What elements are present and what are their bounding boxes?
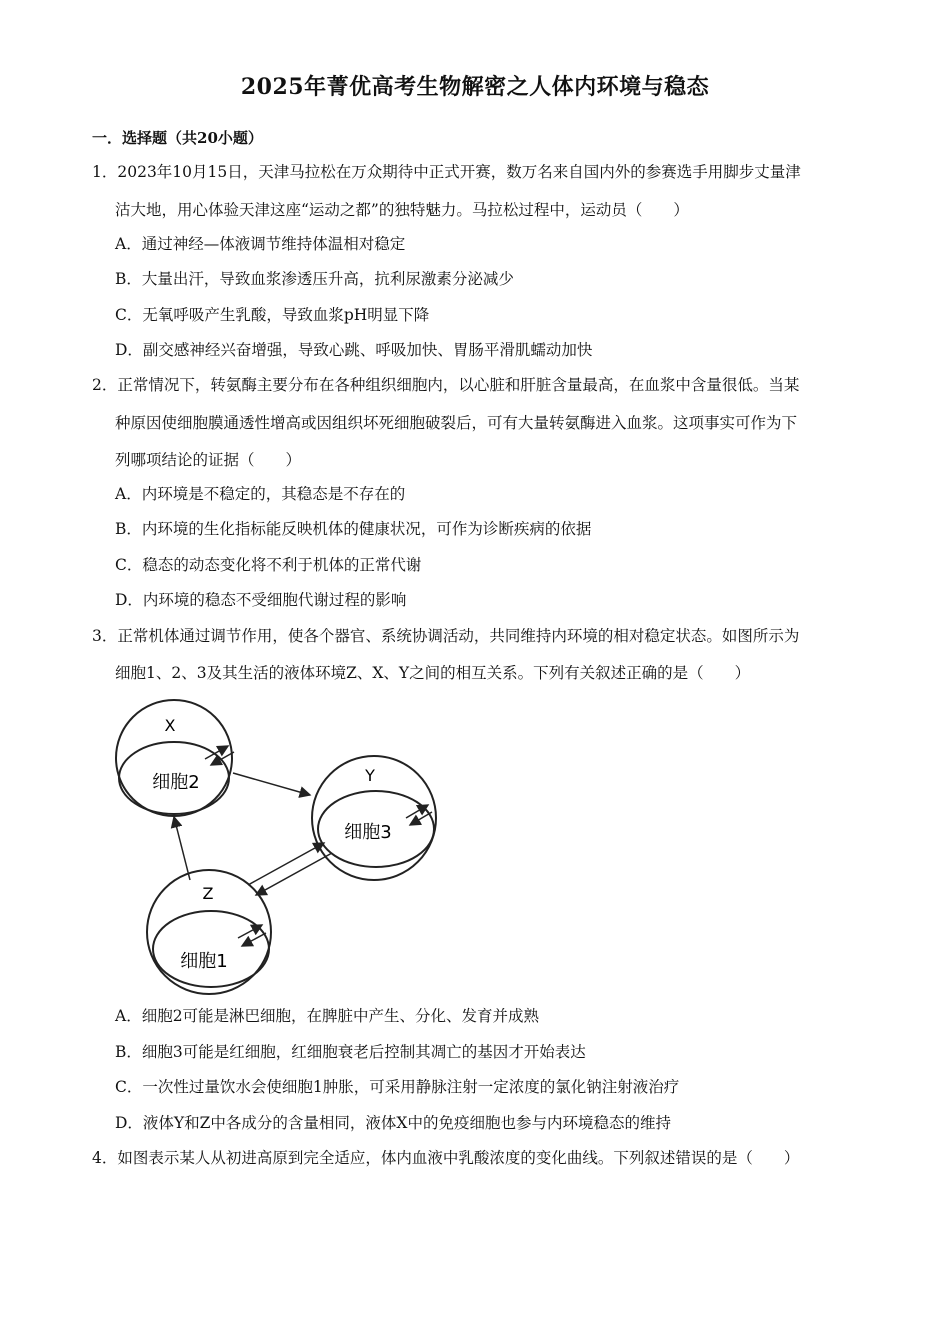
cell-3-label: 细胞3 [344, 822, 392, 843]
fluid-y-label: Y [365, 766, 375, 785]
fluid-z-group [147, 870, 271, 994]
question-2-option-c: C．稳态的动态变化将不利于机体的正常代谢 [115, 556, 422, 574]
question-2-line-2: 种原因使细胞膜通透性增高或因组织坏死细胞破裂后，可有大量转氨酶进入血浆。这项事实可作为下 [115, 414, 798, 432]
question-4-line-1: 4．如图表示某人从初进高原到完全适应，体内血液中乳酸浓度的变化曲线。下列叙述错误的是（ ） [92, 1149, 800, 1167]
body-fluid-diagram [112, 695, 442, 995]
page-title: 2025年菁优高考生物解密之人体内环境与稳态 [240, 74, 710, 100]
question-2-line-1: 2．正常情况下，转氨酶主要分布在各种组织细胞内，以心脏和肝脏含量最高，在血浆中含量很低。当某 [92, 376, 800, 394]
question-3-option-b: B．细胞3可能是红细胞，红细胞衰老后控制其凋亡的基因才开始表达 [115, 1043, 586, 1061]
question-2-option-d: D．内环境的稳态不受细胞代谢过程的影响 [115, 591, 407, 609]
cell-1-ellipse [153, 911, 269, 987]
question-3-option-a: A．细胞2可能是淋巴细胞，在脾脏中产生、分化、发育并成熟 [115, 1007, 540, 1025]
question-1-line-1: 1．2023年10月15日，天津马拉松在万众期待中正式开赛，数万名来自国内外的参赛选手用脚步丈量津 [92, 163, 801, 181]
question-2-line-3: 列哪项结论的证据（ ） [115, 451, 302, 469]
z-exchange-arrow-in [242, 933, 266, 946]
fluid-x-label: X [164, 716, 176, 735]
cell-2-label: 细胞2 [152, 772, 200, 793]
z-exchange-arrow-out [238, 925, 262, 938]
fluid-z-label: Z [202, 884, 214, 903]
question-2-option-b: B．内环境的生化指标能反映机体的健康状况，可作为诊断疾病的依据 [115, 520, 592, 538]
fluid-y-group [312, 756, 436, 880]
cell-1-label: 细胞1 [180, 951, 228, 972]
question-3-line-2: 细胞1、2、3及其生活的液体环境Z、X、Y之间的相互关系。下列有关叙述正确的是（ ） [115, 664, 751, 682]
question-2-option-a: A．内环境是不稳定的，其稳态是不存在的 [115, 485, 406, 503]
arrow-z-to-x [174, 817, 190, 880]
section-heading: 一．选择题（共20小题） [92, 129, 263, 147]
question-1-option-a: A．通过神经—体液调节维持体温相对稳定 [115, 235, 406, 253]
question-1-option-c: C．无氧呼吸产生乳酸，导致血浆pH明显下降 [115, 306, 430, 324]
question-1-option-b: B．大量出汗，导致血浆渗透压升高，抗利尿激素分泌减少 [115, 270, 514, 288]
fluid-x-group [116, 700, 234, 816]
question-3-option-d: D．液体Y和Z中各成分的含量相同，液体X中的免疫细胞也参与内环境稳态的维持 [115, 1114, 671, 1132]
question-3-line-1: 3．正常机体通过调节作用，使各个器官、系统协调活动，共同维持内环境的相对稳定状态。如图所示为 [92, 627, 800, 645]
question-3-option-c: C．一次性过量饮水会使细胞1肿胀，可采用静脉注射一定浓度的氯化钠注射液治疗 [115, 1078, 680, 1096]
question-1-line-2: 沽大地，用心体验天津这座“运动之都”的独特魅力。马拉松过程中，运动员（ ） [115, 201, 689, 219]
question-1-option-d: D．副交感神经兴奋增强，导致心跳、呼吸加快、胃肠平滑肌蠕动加快 [115, 341, 593, 359]
arrow-x-to-y [233, 773, 310, 795]
